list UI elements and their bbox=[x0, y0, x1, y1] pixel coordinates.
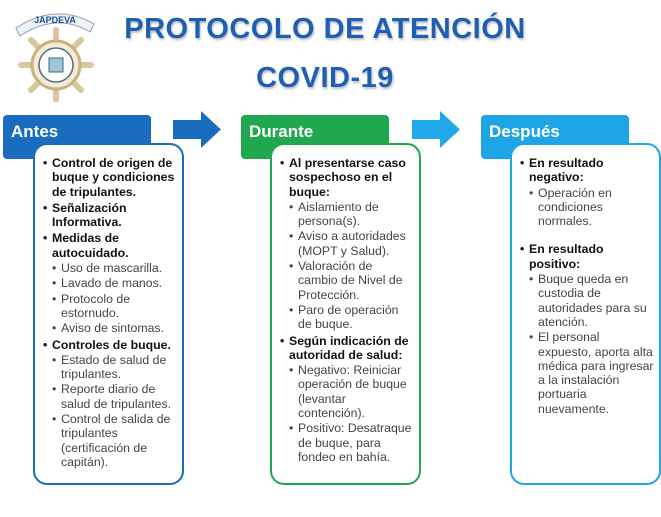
despues-header: Después bbox=[481, 115, 629, 159]
list-item: • En resultado negativo: bbox=[520, 156, 655, 185]
list-item: • Medidas de autocuidado. bbox=[43, 231, 178, 260]
list-item: • Operación en condiciones normales. bbox=[529, 186, 655, 229]
list-item: • Controles de buque. bbox=[43, 338, 178, 352]
list-item: • Paro de operación de buque. bbox=[289, 303, 415, 332]
list-item: • Buque queda en custodia de autoridades para su atención. bbox=[529, 272, 655, 329]
list-item: • Control de salida de tripulantes (certificación de capitán). bbox=[52, 412, 178, 469]
antes-header: Antes bbox=[3, 115, 151, 159]
list-item: • Señalización Informativa. bbox=[43, 201, 178, 230]
antes-box bbox=[33, 143, 184, 485]
list-item: • Positivo: Desatraque de buque, para fondeo en bahía. bbox=[289, 421, 415, 464]
durante-header: Durante bbox=[241, 115, 389, 159]
title-line-1: PROTOCOLO DE ATENCIÓN bbox=[124, 13, 526, 45]
list-item: • Aviso de sintomas. bbox=[52, 321, 178, 335]
list-item: • Uso de mascarilla. bbox=[52, 261, 178, 275]
durante-box bbox=[270, 143, 421, 485]
list-item: • Negativo: Reiniciar operación de buque (levantar contención). bbox=[289, 363, 415, 420]
despues-box bbox=[510, 143, 661, 485]
arrow-right-icon bbox=[412, 111, 460, 148]
list-item: • Al presentarse caso sospechoso en el buque: bbox=[280, 156, 415, 199]
svg-text:JAPDEVA: JAPDEVA bbox=[34, 15, 76, 25]
list-item: • El personal expuesto, aporta alta médica para ingresar a la instalación portuaria nuevamente. bbox=[529, 330, 655, 416]
list-item: • Aislamiento de persona(s). bbox=[289, 200, 415, 229]
list-item: • Protocolo de estornudo. bbox=[52, 292, 178, 321]
list-item: • Según indicación de autoridad de salud: bbox=[280, 334, 415, 363]
title-line-2: COVID-19 bbox=[256, 62, 394, 94]
list-item: • En resultado positivo: bbox=[520, 242, 655, 271]
list-item: • Valoración de cambio de Nivel de Protección. bbox=[289, 259, 415, 302]
list-item: • Estado de salud de tripulantes. bbox=[52, 353, 178, 382]
list-item: • Lavado de manos. bbox=[52, 276, 178, 290]
list-item: • Reporte diario de salud de tripulantes. bbox=[52, 382, 178, 411]
list-item: • Aviso a autoridades (MOPT y Salud). bbox=[289, 229, 415, 258]
japdeva-logo bbox=[8, 2, 100, 102]
arrow-right-icon bbox=[173, 111, 221, 148]
list-item: • Control de origen de buque y condiciones de tripulantes. bbox=[43, 156, 178, 199]
